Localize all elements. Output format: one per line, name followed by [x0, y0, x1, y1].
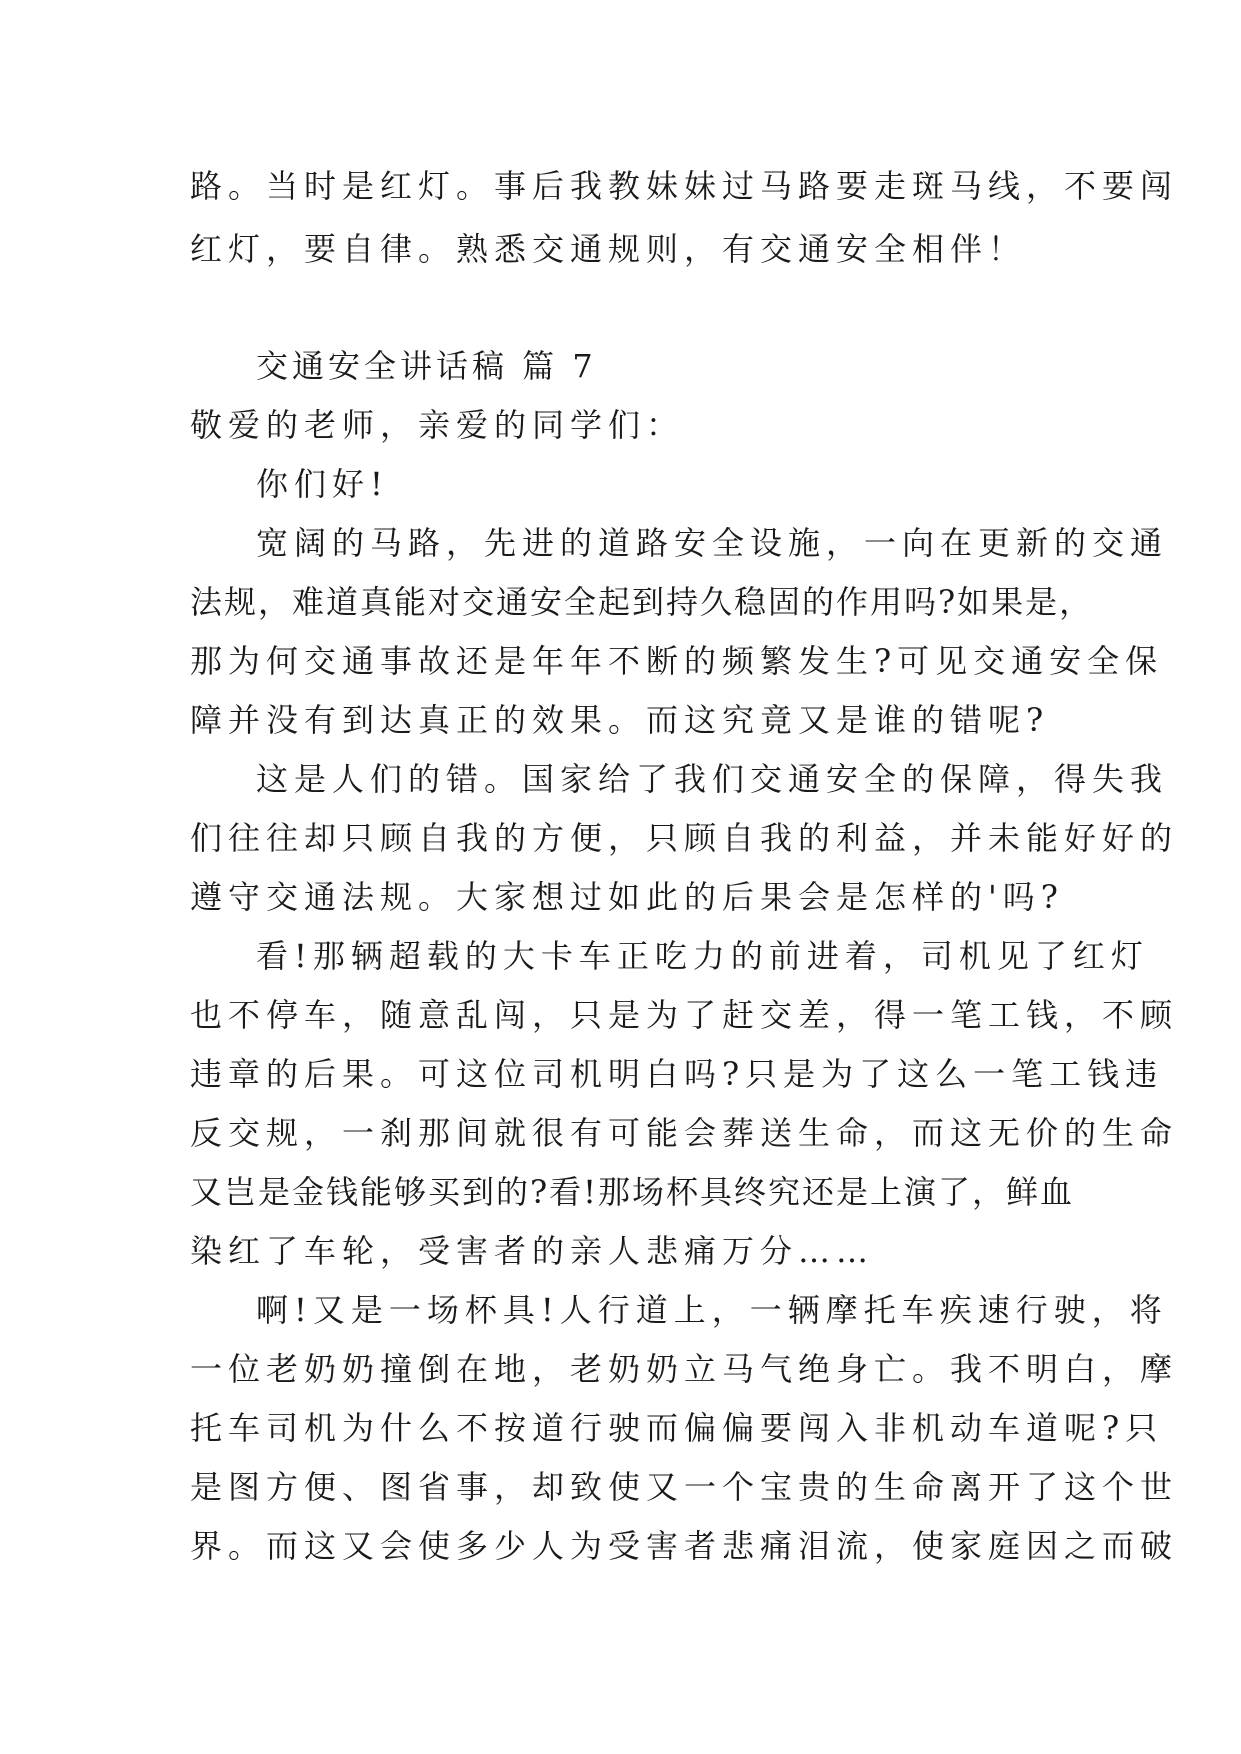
paragraph-1-line-4: 障并没有到达真正的效果。而这究竟又是谁的错呢? [190, 701, 1050, 739]
paragraph-3-line-2: 也不停车，随意乱闯，只是为了赶交差，得一笔工钱，不顾 [190, 996, 1179, 1034]
paragraph-1-line-2: 法规，难道真能对交通安全起到持久稳固的作用吗?如果是， [190, 583, 1094, 621]
paragraph-4-line-3: 托车司机为什么不按道行驶而偏偏要闯入非机动车道呢?只 [190, 1409, 1164, 1447]
greeting: 你们好! [256, 465, 389, 503]
paragraph-1-line-3: 那为何交通事故还是年年不断的频繁发生?可见交通安全保 [190, 642, 1164, 680]
section-heading: 交通安全讲话稿 篇 7 [256, 347, 597, 385]
paragraph-4-line-4: 是图方便、图省事，却致使又一个宝贵的生命离开了这个世 [190, 1468, 1179, 1506]
paragraph-3-line-5: 又岂是金钱能够买到的?看!那场杯具终究还是上演了，鲜血 [190, 1173, 1075, 1211]
salutation: 敬爱的老师，亲爱的同学们： [190, 406, 685, 444]
paragraph-4-line-5: 界。而这又会使多少人为受害者悲痛泪流，使家庭因之而破 [190, 1527, 1179, 1565]
paragraph-2-line-2: 们往往却只顾自我的方便，只顾自我的利益，并未能好好的 [190, 819, 1179, 857]
paragraph-3-line-4: 反交规，一刹那间就很有可能会葬送生命，而这无价的生命 [190, 1114, 1179, 1152]
paragraph-2-line-1: 这是人们的错。国家给了我们交通安全的保障，得失我 [256, 760, 1169, 798]
text-line-2: 红灯，要自律。熟悉交通规则，有交通安全相伴！ [190, 230, 1027, 268]
paragraph-4-line-2: 一位老奶奶撞倒在地，老奶奶立马气绝身亡。我不明白，摩 [190, 1350, 1179, 1388]
paragraph-1-line-1: 宽阔的马路，先进的道路安全设施，一向在更新的交通 [256, 524, 1169, 562]
paragraph-3-line-6: 染红了车轮，受害者的亲人悲痛万分…… [190, 1232, 875, 1270]
paragraph-2-line-3: 遵守交通法规。大家想过如此的后果会是怎样的'吗? [190, 878, 1064, 916]
paragraph-4-line-1: 啊!又是一场杯具!人行道上，一辆摩托车疾速行驶，将 [256, 1291, 1168, 1329]
paragraph-3-line-1: 看!那辆超载的大卡车正吃力的前进着，司机见了红灯 [256, 937, 1149, 975]
text-line-1: 路。当时是红灯。事后我教妹妹过马路要走斑马线，不要闯 [190, 167, 1179, 205]
paragraph-3-line-3: 违章的后果。可这位司机明白吗?只是为了这么一笔工钱违 [190, 1055, 1164, 1093]
